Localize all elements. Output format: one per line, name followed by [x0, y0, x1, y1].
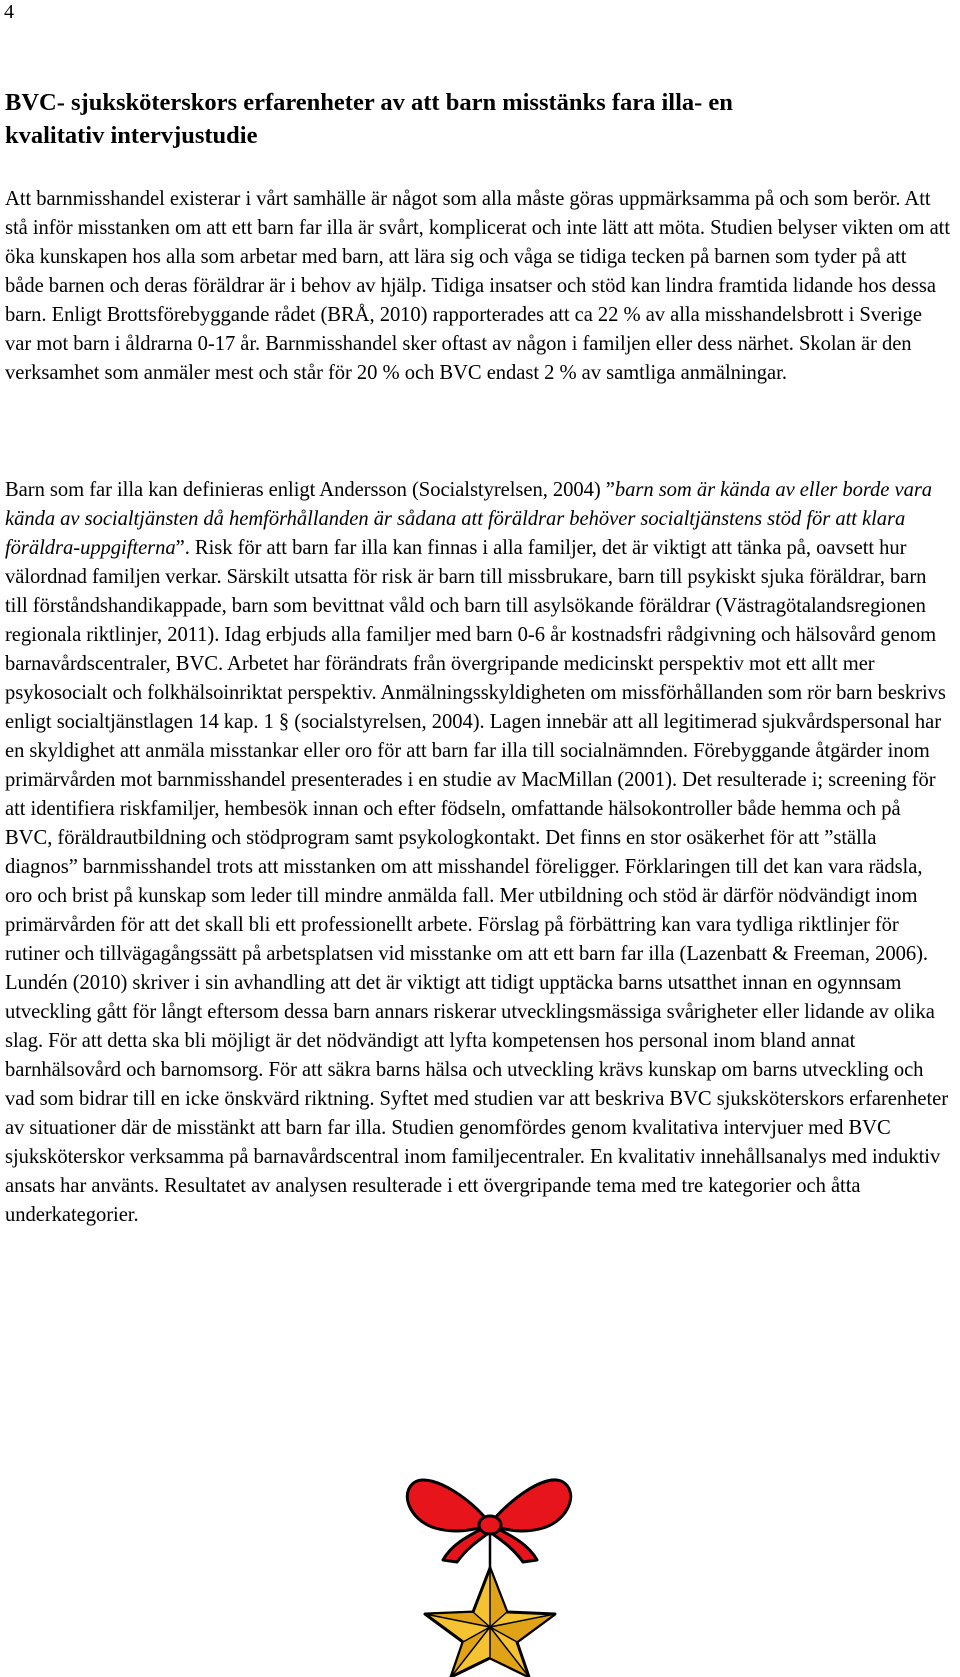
paragraph-intro-text: Barn som far illa kan definieras enligt Andersson (Socialstyrelsen, 2004) ” [5, 479, 615, 501]
definition-quote: barn som är kända av eller borde vara kända av socialtjänsten då hemförhållanden är sådana att föräldrar behöver socialtjänstens stöd för att klara föräldra-uppgifterna [5, 479, 933, 559]
bow-knot [479, 1516, 501, 1534]
page-number: 4 [4, 1, 14, 23]
paragraph-body-text: ”. Risk för att barn far illa kan finnas i alla familjer, det är viktigt att tänka på, oavsett hur välordnad familjen verkar. Särskilt utsatta för risk är barn till missbrukare, barn till psykiskt sjuka föräldrar, barn till förståndshandikappade, barn som bevittnat våld och barn till asylsökande föräldrar (Västragötalandsregionen regionala riktlinjer, 2011). Idag erbjuds alla familjer med barn 0-6 år kostnadsfri rådgivning och hälsovård genom barnavårdscentraler, BVC. Arbetet har förändrats från övergripande medicinskt perspektiv mot ett allt mer psykosocialt och folkhälsoinriktat perspektiv. Anmälningsskyldigheten om missförhållanden som rör barn beskrivs enligt socialtjänstlagen 14 kap. 1 § (socialstyrelsen, 2004). Lagen innebär att all legitimerad sjukvårdspersonal har en skyldighet att anmäla misstankar eller oro för att barn far illa till socialnämnden. Förebyggande åtgärder inom primärvården mot barnmisshandel presenterades i en studie av MacMillan (2001). Det resulterade i; screening för att identifiera riskfamiljer, hembesök innan och efter födseln, omfattande hälsokontroller både hemma och på BVC, föräldrautbildning och stödprogram samt psykologkontakt. Det finns en stor osäkerhet för att ”ställa diagnos” barnmisshandel trots att misstanken om att misshandel föreligger. Förklaringen till det kan vara rädsla, oro och brist på kunskap som leder till mindre anmälda fall. Mer utbildning och stöd är därför nödvändigt inom primärvården för att det skall bli ett professionellt arbete. Förslag på förbättring kan vara tydliga riktlinjer för rutiner och tillvägagångssätt på arbetsplatsen vid misstanke om att ett barn far illa (Lazenbatt & Freeman, 2006). Lundén (2010) skriver i sin avhandling att det är viktigt att tidigt upptäcka barns utsatthet innan en ogynnsam utveckling gått för långt eftersom dessa barn annars riskerar utvecklingsmässiga svårigheter eller lidande av olika slag. För att detta ska bli möjligt är det nödvändigt att lyfta kompetensen hos personal inom bland annat barnhälsovård och barnomsorg. För att säkra barns hälsa och utveckling krävs kunskap om barns utveckling och vad som bidrar till en icke önskvärd riktning. Syftet med studien var att beskriva BVC sjuksköterskors erfarenheter av situationer där de misstänkt att barn far illa. Studien genomfördes genom kvalitativa intervjuer med BVC sjuksköterskor verksamma på barnavårdscentral inom familjecentraler. En kvalitativ innehållsanalys med induktiv ansats har använts. Resultatet av analysen resulterade i ett övergripande tema med tre kategorier och åtta underkategorier. [5, 537, 949, 1226]
background-paragraph [5, 476, 950, 1230]
bow-left-loop [407, 1480, 490, 1531]
intro-paragraph: Att barnmisshandel existerar i vårt samhälle är något som alla måste göras uppmärksamma på och som berör. Att stå inför misstanken om att ett barn far illa är svårt, komplicerat och inte lätt att möta. Studien belyser vikten om att öka kunskapen hos alla som arbetar med barn, att lära sig och våga se tidiga tecken på barnen som tyder på att både barnen och deras föräldrar är i behov av hjälp. Tidiga insatser och stöd kan lindra framtida lidande hos dessa barn. Enligt Brottsförebyggande rådet (BRÅ, 2010) rapporterades att ca 22 % av alla misshandelsbrott i Sverige var mot barn i åldrarna 0-17 år. Barnmisshandel sker oftast av någon i familjen eller dess närhet. Skolan är den verksamhet som anmäler mest och står för 20 % och BVC endast 2 % av samtliga anmälningar. [5, 188, 951, 384]
christmas-star-ornament-icon [395, 1462, 585, 1677]
title-line-2: kvalitativ intervjustudie [5, 122, 258, 149]
title-line-1: BVC- sjuksköterskors erfarenheter av att barn misstänks fara illa- en [5, 89, 733, 116]
document-title [5, 86, 905, 152]
